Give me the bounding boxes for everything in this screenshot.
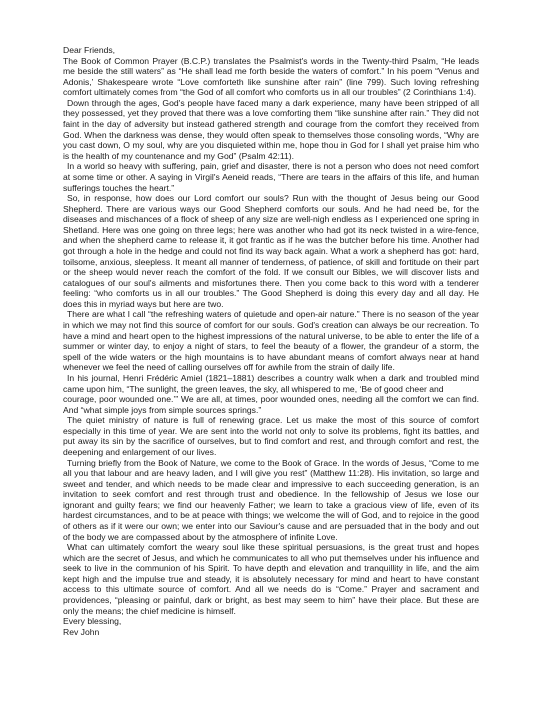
paragraph-1: The Book of Common Prayer (B.C.P.) translates the Psalmist's words in the Twenty-third Psalm, “He leads me beside the still waters” as “He shall lead me forth beside the waters of comfort.” In his poem “Venus and Adonis,’ Shakespeare wrote “Love comforteth like sunshine after rain” (line 799). Such loving refreshing comfort ultimately comes from “the God of all comfort who comforts us in all our troubles” (2 Corinthians 1:4). (63, 55, 479, 98)
paragraph-7: courage, poor wounded one.’” We are all, at times, poor wounded ones, needing all the comfort we can find. And “what simple joys from simple sources springs.” (63, 394, 479, 415)
signature: Rev John (63, 626, 100, 637)
closing: Every blessing, (63, 616, 122, 627)
paragraph-4: So, in response, how does our Lord comfort our souls? Run with the thought of Jesus being our Good Shepherd. There are various ways our Good Shepherd comforts our souls. And he had need be, for the diseases and mischances of a flock of sheep of any size are well-nigh endless as I experienced one spring in Shetland. Here was one going on three legs; here was another who had got its neck twisted in a wire-fence, and when the shepherd came to release it, it got frantic as if he was the butcher before his time. Another had got through a hole in the hedge and could not find its way back again. What a work a shepherd has got: hard, toilsome, anxious, sleepless. It meant all manner of tenderness, of patience, of skill and fortitude on their part or the sheep would never reach the comfort of the fold. If we consult our Bibles, we will discover lists and catalogues of our soul's ailments and misfortunes there. Then you come back to this word with a tenderer feeling: “who comforts us in all our troubles.” The Good Shepherd is doing this every day and all day. He does this in myriad ways but here are two. (63, 193, 479, 309)
paragraph-10: What can ultimately comfort the weary soul like these spiritual persuasions, is the great trust and hopes which are the secret of Jesus, and which he communicates to all who put themselves under his influence and seek to live in the communion of his Spirit. To have depth and elevation and tranquillity in life, and the aim kept high and the impulse true and steady, it is absolutely necessary for mind and heart to have constant access to this ultimate source of comfort. And all we needs do is “Come.” Prayer and sacrament and providences, “pleasing or painful, dark or bright, as best may seem to him” have their place. But these are only the means; the chief medicine is himself. (63, 542, 479, 616)
paragraph-9: Turning briefly from the Book of Nature, we come to the Book of Grace. In the words of Jesus, “Come to me all you that labour and are heavy laden, and I will give you rest” (Matthew 11:28). His invitation, so large and sweet and tender, and which needs to be made clear and impressive to each succeeding generation, is an invitation to seek comfort and rest through trust and obedience. In the fellowship of Jesus we lose our ignorant and guilty fears; we find our heavenly Father; we learn to take a gracious view of life, even of its hardest circumstances, and to be at peace with things; we welcome the will of God, and to rejoice in the good of others as if it were our own; we enter into our Saviour's cause and are persuaded that in the body and out of the body we are compassed about by the atmosphere of infinite Love. (63, 457, 479, 542)
letter-body (63, 45, 479, 637)
paragraph-6: In his journal, Henri Frédéric Amiel (1821–1881) describes a country walk when a dark and troubled mind came upon him, “The sunlight, the green leaves, the sky, all whispered to me, ‘Be of good cheer and (63, 372, 479, 394)
paragraph-5: There are what I call “the refreshing waters of quietude and open-air nature.” There is no season of the year in which we may not find this source of comfort for our souls. God's creation can always be our recreation. To have a mind and heart open to the highest impressions of the natural universe, to be able to enter the life of a summer or winter day, to enjoy a night of stars, to feel the beauty of a flower, the grandeur of a storm, the spell of the wide waters or the high mountains is to have abundant means of comfort always near at hand whenever we feel the need of calling ourselves off for awhile from the strain of daily life. (63, 309, 479, 373)
paragraph-8: The quiet ministry of nature is full of renewing grace. Let us make the most of this source of comfort especially in this time of year. We are sent into the world not only to solve its problems, fight its battles, and put away its sin by the sacrifice of ourselves, but to find comfort and rest, and through comfort and rest, the deepening and enlargement of our lives. (63, 415, 479, 457)
paragraph-3: In a world so heavy with suffering, pain, grief and disaster, there is not a person who does not need comfort at some time or other. A saying in Virgil's Aeneid reads, “There are tears in the affairs of this life, and human sufferings touches the heart.” (63, 161, 479, 193)
paragraph-2: Down through the ages, God's people have faced many a dark experience, many have been stripped of all they possessed, yet they proved that there was a love comforting them “like sunshine after rain.” They did not faint in the day of adversity but instead gathered strength and courage from the comfort they received from God. When the darkness was dense, they would often speak to themselves those consoling words, “Why are you cast down, O my soul, why are you disquieted within me, hope thou in God for I shall yet praise him who is the health of my countenance and my God” (Psalm 42:11). (63, 97, 479, 161)
salutation: Dear Friends, (63, 45, 116, 55)
